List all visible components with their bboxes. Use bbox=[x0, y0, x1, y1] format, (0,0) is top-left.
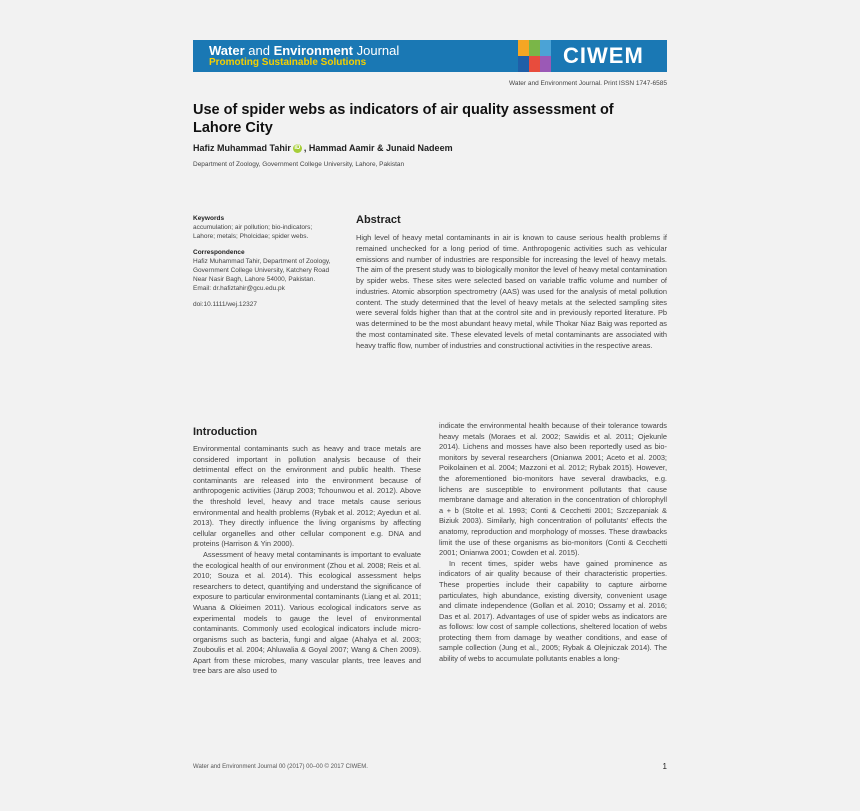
author-list bbox=[193, 143, 453, 153]
page-footer: Water and Environment Journal 00 (2017) 00–00 © 2017 CIWEM. bbox=[193, 764, 368, 770]
page-number: 1 bbox=[662, 762, 667, 771]
ciwem-logo-text: CIWEM bbox=[563, 43, 644, 68]
paragraph: indicate the environmental health because of their tolerance towards heavy metals (Moraes et al. 2002; Sawidis et al. 2011; Ojekunle 2014). Lichens and mosses have also been reportedly used as bio-monitors by several researchers (Onianwa 2001; Aceto et al. 2003; Poikolainen et al. 2004; Mazzoni et al. 2012; Rybak 2015). However, the aforementioned bio-monitors have several drawbacks, e.g. lichens are susceptible to environment pollutants that cause membrane damage and alteration in the concentration of chlorophyll a + b (Stolte et al. 1993; Conti & Cecchetti 2001; Szczepaniak & Biziuk 2003). Similarly, high concentration of pollutants' effects the anatomy, reproduction and morphology of mosses. These drawbacks limit the use of these organisms as bio-monitors (Conti & Cecchetti 2001; Onianwa 2001; Cowden et al. 2015). bbox=[439, 421, 667, 558]
logo-square bbox=[529, 40, 540, 56]
journal-tagline: Promoting Sustainable Solutions bbox=[209, 57, 367, 68]
introduction-heading: Introduction bbox=[193, 426, 258, 438]
issn-line: Water and Environment Journal. Print ISSN 1747-6585 bbox=[508, 80, 667, 87]
paragraph: In recent times, spider webs have gained prominence as indicators of air quality because of their characteristic properties. These properties include their capability to capture airborne particulates, high abundance, existing diversity, convenient usage and climate independence (Gollan et al. 2010; Ossamy et al. 2016; Das et al. 2017). Advantages of use of spider webs as indicators are as follows: low cost of sample collections, sheltered location of webs protecting them from damage by weather conditions, and ease of sample collection (Jung et al., 2005; Rybak & Olejniczak 2014). The ability of webs to accumulate pollutants enables a long- bbox=[439, 558, 667, 664]
article-title: Use of spider webs as indicators of air quality assessment of Lahore City bbox=[193, 102, 614, 136]
doi-link[interactable]: doi:10.1111/wej.12327 bbox=[193, 301, 257, 308]
first-author: Hafiz Muhammad Tahir bbox=[193, 143, 291, 153]
correspondence-text: Hafiz Muhammad Tahir, Department of Zoology, Government College University, Katchery Road Near Nasir Bagh, Lahore 54000, Pakistan. bbox=[193, 258, 331, 283]
journal-banner bbox=[193, 40, 667, 72]
paragraph: Environmental contaminants such as heavy and trace metals are considered important in pollution analysis because of their detrimental effect on the environment and public health. These contaminants are released into the environment because of anthropogenic activities (Järup 2003; Tchounwou et al. 2012). Above the threshold level, heavy and trace metals cause serious environmental and health problems (Rybak et al. 2012; Ayedun et al. 2013). They directly influence the living organisms by affecting cellular organelles and other cellular component e.g. DNA and proteins (Harrison & Yin 2000). bbox=[193, 444, 421, 549]
abstract-heading: Abstract bbox=[356, 214, 401, 226]
keywords-text: accumulation; air pollution; bio-indicators; Lahore; metals; Pholcidae; spider webs. bbox=[193, 224, 313, 240]
logo-square bbox=[518, 40, 529, 56]
keywords-heading: Keywords bbox=[193, 215, 225, 222]
correspondence-heading: Correspondence bbox=[193, 249, 245, 256]
affiliation: Department of Zoology, Government College University, Lahore, Pakistan bbox=[193, 161, 405, 168]
article-sidebar bbox=[193, 214, 333, 309]
abstract-text: High level of heavy metal contaminants in air is known to cause serious health problems if remained unchecked for a long period of time. Anthropogenic activities such as vehicular emissions and number of industries are responsible for increasing the level of heavy metals. The aim of the present study was to biologically monitor the level of heavy metal contamination by spider webs. These sites were selected based on variable traffic volume and number of industries. Atomic absorption spectrometry (AAS) was used for the analysis of metal pollution content. The study determined that the level of heavy metals at the selected sampling sites were several folds higher than that at the control site and in previously reported literature. Pb was determined to be the most abundant heavy metal, while Thokar Niaz Baig was reported as the most contaminated site. These elevated levels of metal contaminants are associated with heavy traffic flow, number of industries and constructional activities in the respective areas. bbox=[356, 233, 667, 350]
other-authors: , Hammad Aamir & Junaid Nadeem bbox=[303, 143, 453, 153]
logo-square bbox=[540, 56, 551, 72]
ciwem-logo-icon bbox=[518, 40, 550, 72]
body-column-left bbox=[193, 444, 421, 677]
journal-name: Water and Environment Journal bbox=[209, 43, 400, 58]
logo-square bbox=[540, 40, 551, 56]
logo-square bbox=[529, 56, 540, 72]
logo-square bbox=[518, 56, 529, 72]
email-link[interactable]: Email: dr.hafiztahir@gcu.edu.pk bbox=[193, 285, 285, 292]
orcid-icon[interactable]: iD bbox=[294, 145, 301, 152]
paragraph: Assessment of heavy metal contaminants is important to evaluate the ecological health of our environment (Zhou et al. 2008; Reis et al. 2010; Souza et al. 2014). This ecological assessment helps researchers to detect, quantifying and understand the significance of exposure to particular environmental contaminants (Liang et al. 2011; Wuana & Okieimen 2011). Various ecological indicators serve as experimental models to gauge the level of environmental contaminants. Commonly used ecological indicators include micro-organisms such as bacteria, fungi and algae (Ahalya et al. 2003; Zouboulis et al. 2004; Ahluwalia & Goyal 2007; Wang & Chen 2009). Apart from these microbes, many vascular plants, tree leaves and tree bars are also used to bbox=[193, 549, 421, 676]
body-column-right bbox=[439, 421, 667, 665]
